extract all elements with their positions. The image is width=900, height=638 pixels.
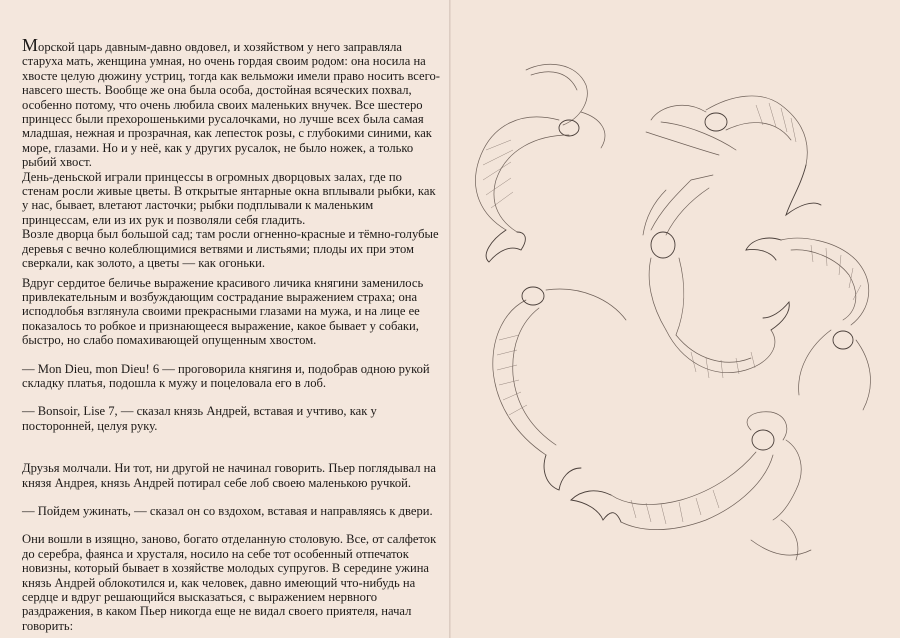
paragraph-3: Возле дворца был большой сад; там росли огненно-красные и тёмно-голубые деревья с вечно колеблющимися ветвями и листьями; плоды их при этом сверкали, как золото, а цветы — как огоньки. bbox=[22, 227, 439, 271]
paragraph-1 bbox=[22, 35, 442, 170]
text-column bbox=[22, 35, 442, 633]
mermaid-top-right bbox=[646, 96, 821, 215]
mermaid-center bbox=[643, 175, 789, 378]
paragraph-1-text: орской царь давным-давно овдовел, и хозяйством у него заправляла старуха мать, женщина умная, но очень гордая своим родом: она носила на хвосте целую дюжину устриц, тогда как вельможи имели право носить всего-навсего шесть. Вообще же она была особа, достойная всяческих похвал, особенно потому, что очень любила своих маленьких внучек. Все шестеро принцесс были прехорошенькими русалочками, но лучше всех была самая младшая, нежная и прозрачная, как лепесток розы, с глубокими синими, как море, глазами. Но и у неё, как у других русалок, не было ножек, а только рыбий хвост. bbox=[22, 40, 440, 170]
paragraph-8: — Пойдем ужинать, — сказал он со вздохом, вставая и направляясь к двери. bbox=[22, 503, 433, 518]
mermaid-top-left bbox=[475, 64, 604, 262]
mermaid-bottom bbox=[571, 412, 811, 560]
paragraph-4: Вдруг сердитое беличье выражение красивого личика княгини заменилось привлекательным и возбуждающим сострадание выражением страха; она исподлобья взглянула своими прекрасными глазами на мужа, и на лице ее показалось то робкое и признающееся выражение, какое бывает у собаки, быстро, но слабо помахивающей опущенным хвостом. bbox=[22, 275, 424, 348]
paragraph-6: — Bonsoir, Lise 7, — сказал князь Андрей, вставая и учтиво, как у посторонней, целуя руку. bbox=[22, 404, 377, 433]
paragraph-5: — Mon Dieu, mon Dieu! 6 — проговорила княгиня и, подобрав одною рукой складку платья, подошла к мужу и поцеловала его в лоб. bbox=[22, 361, 430, 390]
paragraph-7: Друзья молчали. Ни тот, ни другой не начинал говорить. Пьер поглядывал на князя Андрея, князь Андрей потирал себе лоб своею маленькою ручкой. bbox=[22, 461, 436, 490]
paragraph-9: Они вошли в изящно, заново, богато отделанную столовую. Все, от салфеток до серебра, фаянса и хрусталя, носило на себе тот особенный отпечаток новизны, который бывает в хозяйстве молодых супругов. В середине ужина князь Андрей облокотился и, как человек, давно имеющий что-нибудь на сердце и вдруг решающийся высказаться, с выражением нервного раздражения, в каком Пьер никогда еще не видал своего приятеля, начал говорить: bbox=[22, 532, 437, 633]
paragraph-2: День-деньской играли принцессы в огромных дворцовых залах, где по стенам росли живые цветы. В открытые янтарные окна вплывали рыбки, как у нас, бывает, влетают ласточки; рыбки подплывали к маленьким принцессам, ели из их рук и позволяли себя гладить. bbox=[22, 169, 436, 227]
mermaid-left-middle bbox=[493, 287, 626, 490]
mermaids-illustration bbox=[451, 0, 900, 638]
mermaid-right-middle bbox=[746, 238, 870, 410]
drop-cap: М bbox=[22, 35, 39, 55]
